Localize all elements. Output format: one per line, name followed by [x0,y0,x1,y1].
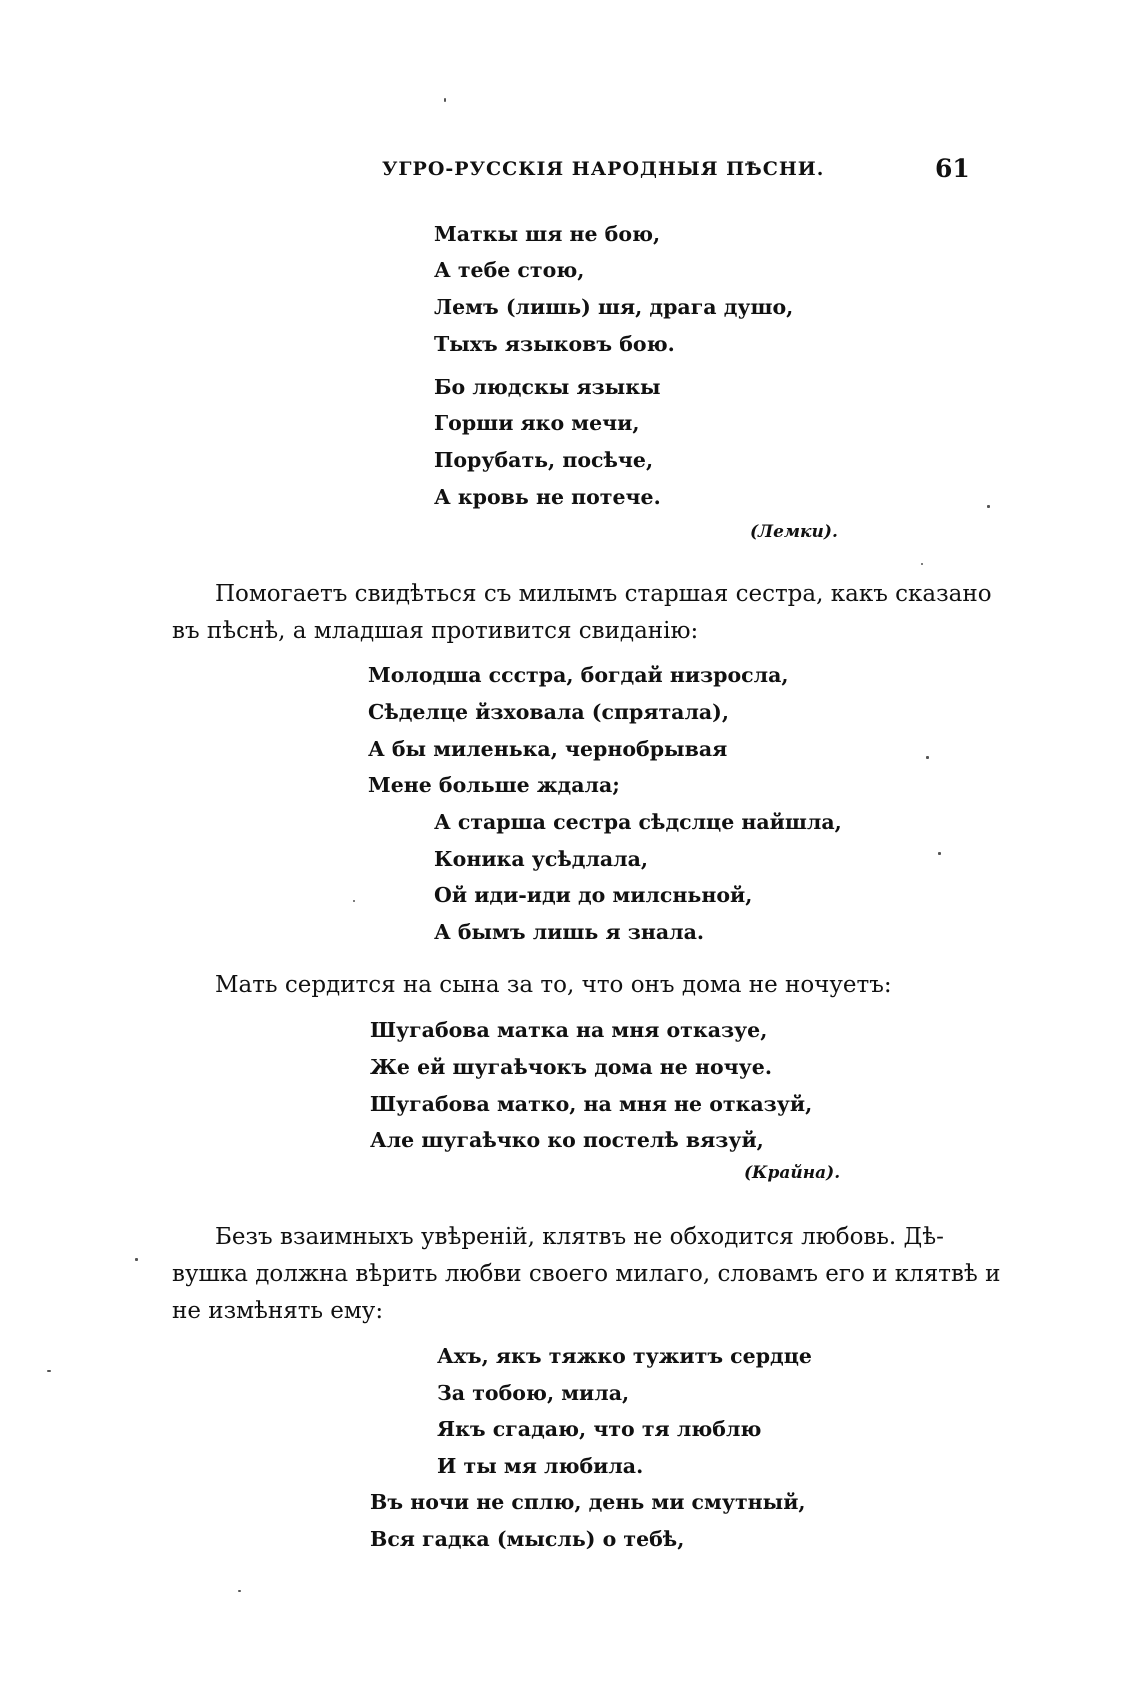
prose-line: Мать сердится на сына за то, что онъ дома не ночуетъ: [215,972,892,998]
verse-line: А старша сестра сѣдслце найшла, [434,810,842,834]
prose-line: Безъ взаимныхъ увѣреній, клятвъ не обходится любовь. Дѣ- [215,1224,944,1250]
verse-line: Шугабова матка на мня отказуе, [370,1018,768,1042]
verse-line: Лемъ (лишь) шя, драга душо, [434,295,794,319]
verse-line: Ой иди-иди до милсньной, [434,883,753,907]
song-source: (Лемки). [750,522,838,542]
verse-line: А кровь не потече. [434,485,661,509]
scan-speck [921,563,923,565]
song-source: (Крайна). [744,1163,841,1183]
verse-line: Мене больше ждала; [368,773,620,797]
verse-line: Коника усѣдлала, [434,847,649,871]
verse-line: И ты мя любила. [437,1454,644,1478]
verse-line: Маткы шя не бою, [434,222,661,246]
prose-line: Помогаетъ свидѣться съ милымъ старшая сестра, какъ сказано [215,581,992,607]
verse-line: За тобою, мила, [437,1381,630,1405]
verse-line: Вся гадка (мысль) о тебѣ, [370,1527,685,1551]
verse-line: Бо людскы языкы [434,375,661,399]
running-header: УГРО-РУССКІЯ НАРОДНЫЯ ПѢСНИ. [382,158,825,180]
verse-line: Ахъ, якъ тяжко тужитъ сердце [437,1344,812,1368]
page-number: 61 [935,154,970,183]
verse-line: Тыхъ языковъ бою. [434,332,675,356]
scan-speck [926,756,929,759]
verse-line: А бымъ лишь я знала. [434,920,704,944]
prose-line: вушка должна вѣрить любви своего милаго, словамъ его и клятвѣ и [172,1261,1001,1287]
verse-line: А тебе стою, [434,258,585,282]
prose-line: въ пѣснѣ, а младшая противится свиданію: [172,618,699,644]
scan-speck [987,505,990,508]
verse-line: Горши яко мечи, [434,411,640,435]
scan-speck [938,852,941,855]
verse-line: Якъ сгадаю, что тя люблю [437,1417,762,1441]
scan-speck [238,1590,241,1592]
verse-line: Але шугаѣчко ко постелѣ вязуй, [370,1128,764,1152]
verse-line: Шугабова матко, на мня не отказуй, [370,1092,813,1116]
prose-line: не измѣнять ему: [172,1298,384,1324]
scan-speck [444,98,446,102]
verse-line: Порубать, посѣче, [434,448,654,472]
scan-speck [353,900,355,902]
scan-speck [47,1370,51,1372]
verse-line: Молодша ссстра, богдай низросла, [368,663,789,687]
verse-line: Же ей шугаѣчокъ дома не ночуе. [370,1055,772,1079]
scan-speck [135,1258,138,1261]
verse-line: Сѣделце йзховала (спрятала), [368,700,730,724]
verse-line: А бы миленька, чернобрывая [368,737,728,761]
verse-line: Въ ночи не сплю, день ми смутный, [370,1490,806,1514]
